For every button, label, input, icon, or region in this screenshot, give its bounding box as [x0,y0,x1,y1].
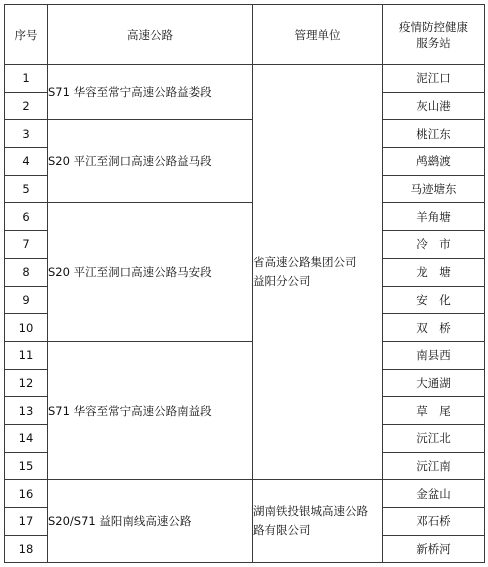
row-number: 3 [5,120,48,148]
station-name: 鸬鹚渡 [383,148,485,176]
station-name: 邓石桥 [383,508,485,536]
station-name: 冷 市 [383,231,485,259]
station-name: 桃江东 [383,120,485,148]
station-name: 新桥河 [383,535,485,563]
station-name: 马迹塘东 [383,175,485,203]
station-name: 金盆山 [383,480,485,508]
row-number: 6 [5,203,48,231]
row-number: 5 [5,175,48,203]
station-name: 南县西 [383,341,485,369]
management-unit-line1: 省高速公路集团公司 [253,255,357,270]
row-number: 1 [5,65,48,93]
row-number: 17 [5,508,48,536]
station-name: 羊角塘 [383,203,485,231]
row-number: 4 [5,148,48,176]
road-name-cell: S20/S71 益阳南线高速公路 [48,480,253,563]
road-name-cell: S20 平江至洞口高速公路益马段 [48,120,253,203]
table-row [5,480,485,508]
station-name: 双 桥 [383,314,485,342]
table-row [5,203,485,231]
header-station-line1: 疫情防控健康 [399,19,468,34]
row-number: 10 [5,314,48,342]
road-name-cell: S71 华容至常宁高速公路南益段 [48,341,253,479]
row-number: 7 [5,231,48,259]
road-name-cell: S20 平江至洞口高速公路马安段 [48,203,253,341]
row-number: 12 [5,369,48,397]
management-unit-cell [253,65,383,480]
management-unit-line2: 益阳分公司 [253,274,311,289]
management-unit-cell [253,480,383,563]
row-number: 9 [5,286,48,314]
row-number: 16 [5,480,48,508]
header-unit: 管理单位 [253,5,383,65]
road-name-cell: S71 华容至常宁高速公路益娄段 [48,65,253,120]
header-road: 高速公路 [48,5,253,65]
management-unit-line2: 路有限公司 [253,523,311,538]
table-row [5,341,485,369]
row-number: 18 [5,535,48,563]
station-name: 安 化 [383,286,485,314]
station-name: 沅江北 [383,424,485,452]
table-header-row [5,5,485,65]
header-station-line2: 服务站 [416,35,451,50]
header-no: 序号 [5,5,48,65]
row-number: 15 [5,452,48,480]
station-name: 沅江南 [383,452,485,480]
highway-service-station-table [4,4,485,563]
station-name: 大通湖 [383,369,485,397]
table-row [5,65,485,93]
station-name: 草 尾 [383,397,485,425]
row-number: 2 [5,92,48,120]
station-name: 泥江口 [383,65,485,93]
table-row [5,120,485,148]
row-number: 11 [5,341,48,369]
row-number: 8 [5,258,48,286]
row-number: 14 [5,424,48,452]
station-name: 灰山港 [383,92,485,120]
station-name: 龙 塘 [383,258,485,286]
management-unit-line1: 湖南铁投银城高速公路 [253,504,368,519]
header-station [383,5,485,65]
row-number: 13 [5,397,48,425]
